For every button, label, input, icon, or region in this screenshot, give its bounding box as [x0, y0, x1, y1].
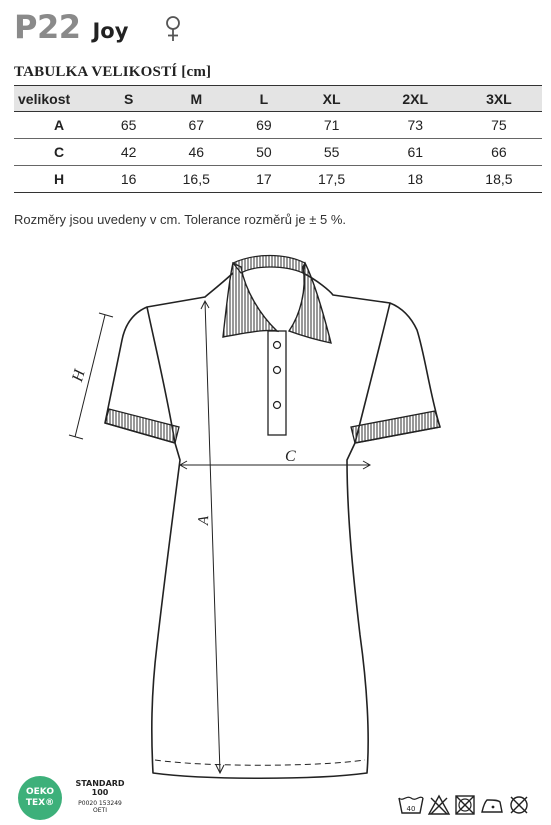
oeko-tex-standard: [70, 779, 130, 814]
measure-a: [201, 301, 224, 773]
header-cell: XL: [289, 86, 375, 112]
table-cell: 17: [239, 166, 288, 193]
header-cell: M: [153, 86, 239, 112]
collar-left: [223, 263, 277, 337]
measure-h-label: H: [69, 367, 89, 384]
measure-a-label: A: [195, 515, 213, 526]
product-code: P22: [14, 8, 81, 46]
oeko-standard-label: STANDARD: [75, 779, 125, 788]
table-cell: 18: [375, 166, 456, 193]
collar-back: [233, 256, 305, 274]
table-cell: 50: [239, 139, 288, 166]
table-cell: 71: [289, 112, 375, 139]
header-cell: 3XL: [456, 86, 542, 112]
header-cell: S: [104, 86, 153, 112]
table-cell: 16,5: [153, 166, 239, 193]
table-cell: 46: [153, 139, 239, 166]
no-tumble-dry-icon: [454, 794, 476, 816]
table-row: [14, 166, 542, 193]
care-symbols: [398, 794, 530, 816]
oeko-institute: OETI: [93, 807, 107, 814]
left-sleeve-cuff: [105, 409, 179, 443]
header-cell: velikost: [14, 86, 104, 112]
iron-low-icon: [479, 794, 505, 816]
table-cell: 18,5: [456, 166, 542, 193]
hem-stitch: [155, 760, 365, 765]
table-cell: 69: [239, 112, 288, 139]
table-cell: 55: [289, 139, 375, 166]
measure-c-label: C: [285, 448, 296, 465]
row-label: C: [14, 139, 104, 166]
button: [274, 342, 281, 349]
oeko-standard-number: 100: [91, 788, 109, 797]
no-bleach-icon: [427, 794, 451, 816]
button: [274, 402, 281, 409]
table-cell: 42: [104, 139, 153, 166]
table-cell: 65: [104, 112, 153, 139]
header-cell: L: [239, 86, 288, 112]
wash-40-icon: [398, 794, 424, 816]
size-table-title: TABULKA VELIKOSTÍ [cm]: [14, 64, 212, 80]
table-row: [14, 139, 542, 166]
measure-c: [180, 461, 370, 469]
oeko-tex-logo: [18, 776, 62, 820]
table-cell: 75: [456, 112, 542, 139]
table-cell: 66: [456, 139, 542, 166]
polo-dress-drawing: [55, 245, 455, 790]
wash-temp: 40: [406, 805, 416, 813]
female-symbol-icon: [163, 14, 183, 44]
row-label: A: [14, 112, 104, 139]
product-header: [14, 8, 128, 48]
product-name: Joy: [92, 19, 129, 43]
no-dry-clean-icon: [508, 794, 530, 816]
table-row: [14, 112, 542, 139]
oeko-logo-line2: TEX®: [25, 798, 55, 808]
oeko-logo-line1: OEKO: [25, 787, 55, 797]
oeko-certificate-code: P0020 153249: [78, 800, 122, 807]
right-sleeve-cuff: [351, 411, 440, 443]
table-cell: 16: [104, 166, 153, 193]
tolerance-note: Rozměry jsou uvedeny v cm. Tolerance rozměrů je ± 5 %.: [14, 212, 347, 227]
collar-right: [289, 263, 331, 343]
table-cell: 67: [153, 112, 239, 139]
table-cell: 17,5: [289, 166, 375, 193]
table-cell: 61: [375, 139, 456, 166]
size-table: [14, 85, 542, 193]
dress-body-outline: [105, 273, 440, 778]
size-table-header-row: [14, 86, 542, 112]
header-cell: 2XL: [375, 86, 456, 112]
button: [274, 367, 281, 374]
table-cell: 73: [375, 112, 456, 139]
placket: [268, 331, 286, 435]
row-label: H: [14, 166, 104, 193]
